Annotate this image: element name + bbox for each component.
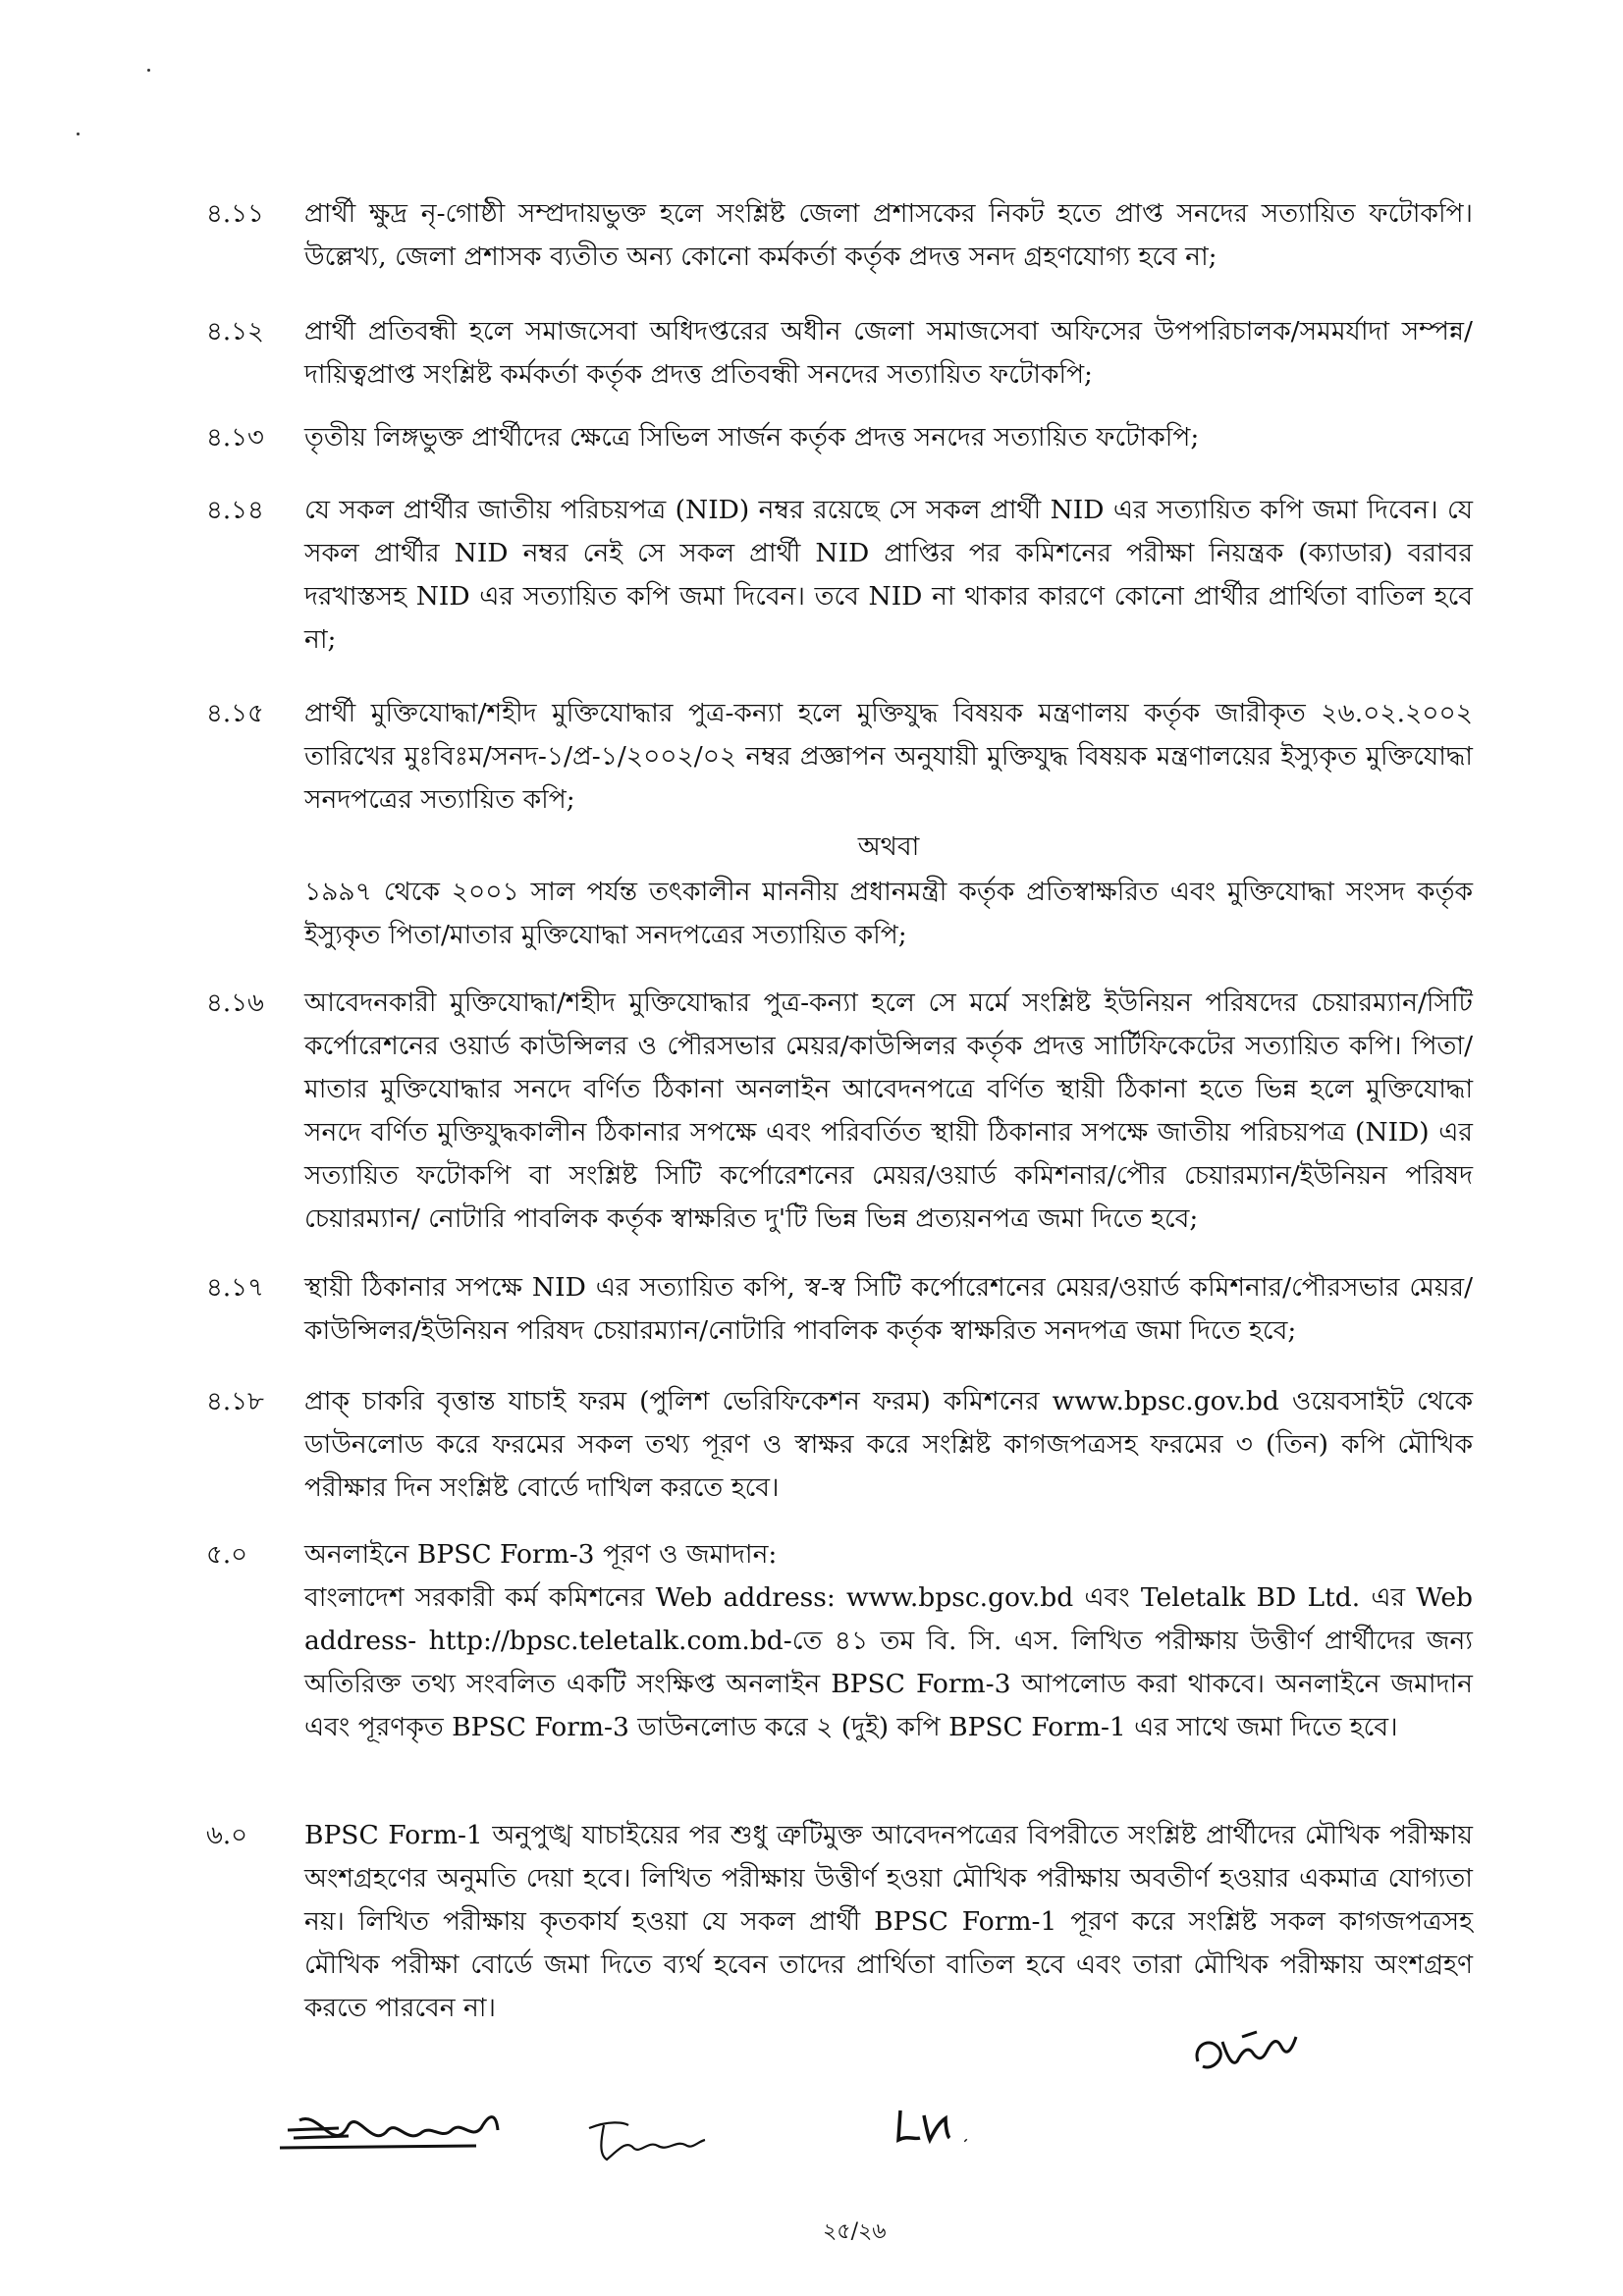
clause-text: প্রাক্ চাকরি বৃত্তান্ত যাচাই ফরম (পুলিশ ভেরিফিকেশন ফরম) কমিশনের www.bpsc.gov.bd ওয়েবসাইট থেকে ডাউনলোড করে ফরমের সকল তথ্য পূরণ ও স্বাক্ষর করে সংশ্লিষ্ট কাগজপত্রসহ ফরমের ৩ (তিন) কপি মৌখিক পরীক্ষার দিন সংশ্লিষ্ট বোর্ডে দাখিল করতে হবে। xyxy=(304,1386,1473,1503)
clause-text: আবেদনকারী মুক্তিযোদ্ধা/শহীদ মুক্তিযোদ্ধার পুত্র-কন্যা হলে সে মর্মে সংশ্লিষ্ট ইউনিয়ন পরিষদের চেয়ারম্যান/সিটি কর্পোরেশনের ওয়ার্ড কাউন্সিলর ও পৌরসভার মেয়র/কাউন্সিলর কর্তৃক প্রদত্ত সার্টিফিকেটের সত্যায়িত কপি। পিতা/মাতার মুক্তিযোদ্ধার সনদে বর্ণিত ঠিকানা অনলাইন আবেদনপত্রে বর্ণিত স্থায়ী ঠিকানা হতে ভিন্ন হলে মুক্তিযোদ্ধা সনদে বর্ণিত মুক্তিযুদ্ধকালীন ঠিকানার সপক্ষে এবং পরিবর্তিত স্থায়ী ঠিকানার সপক্ষে জাতীয় পরিচয়পত্র (NID) এর সত্যায়িত ফটোকপি বা সংশ্লিষ্ট সিটি কর্পোরেশনের মেয়র/ওয়ার্ড কমিশনার/পৌর চেয়ারম্যান/ইউনিয়ন পরিষদ চেয়ারম্যান/ নোটারি পাবলিক কর্তৃক স্বাক্ষরিত দু'টি ভিন্ন ভিন্ন প্রত্যয়নপত্র জমা দিতে হবে; xyxy=(304,988,1473,1234)
clause-text: প্রার্থী ক্ষুদ্র নৃ-গোষ্ঠী সম্প্রদায়ভুক্ত হলে সংশ্লিষ্ট জেলা প্রশাসকের নিকট হতে প্রাপ্ত সনদের সত্যায়িত ফটোকপি। উল্লেখ্য, জেলা প্রশাসক ব্যতীত অন্য কোনো কর্মকর্তা কর্তৃক প্রদত্ত সনদ গ্রহণযোগ্য হবে না; xyxy=(304,198,1473,272)
clause-number: ৪.১৮ xyxy=(206,1387,264,1416)
clause-text: প্রার্থী মুক্তিযোদ্ধা/শহীদ মুক্তিযোদ্ধার পুত্র-কন্যা হলে মুক্তিযুদ্ধ বিষয়ক মন্ত্রণালয় কর্তৃক জারীকৃত ২৬.০২.২০০২ তারিখের মুঃবিঃম/সনদ-১/প্র-১/২০০২/০২ নম্বর প্রজ্ঞাপন অনুযায়ী মুক্তিযুদ্ধ বিষয়ক মন্ত্রণালয়ের ইস্যুকৃত মুক্তিযোদ্ধা সনদপত্রের সত্যায়িত কপি; xyxy=(304,698,1473,815)
clause-number: ৪.১২ xyxy=(206,317,264,347)
or-separator: অথবা xyxy=(857,831,920,862)
signature-ahammed xyxy=(280,2101,515,2160)
signature-lm xyxy=(889,2101,977,2160)
clause-number: ৬.০ xyxy=(206,1821,248,1850)
clause-text: তৃতীয় লিঙ্গভুক্ত প্রার্থীদের ক্ষেত্রে সিভিল সার্জন কর্তৃক প্রদত্ত সনদের সত্যায়িত ফটোকপি; xyxy=(304,422,1200,453)
scan-speck xyxy=(147,69,150,72)
signature-initials xyxy=(1183,2022,1311,2091)
clause-text: স্থায়ী ঠিকানার সপক্ষে NID এর সত্যায়িত কপি, স্ব-স্ব সিটি কর্পোরেশনের মেয়র/ওয়ার্ড কমিশনার/পৌরসভার মেয়র/ কাউন্সিলর/ইউনিয়ন পরিষদ চেয়ারম্যান/নোটারি পাবলিক কর্তৃক স্বাক্ষরিত সনদপত্র জমা দিতে হবে; xyxy=(304,1272,1473,1346)
clause-number: ৫.০ xyxy=(206,1540,248,1570)
clause-number: ৪.১৭ xyxy=(206,1273,264,1303)
clause-text: বাংলাদেশ সরকারী কর্ম কমিশনের Web address: www.bpsc.gov.bd এবং Teletalk BD Ltd. এর Web address- http://bpsc.teletalk.com.bd-তে ৪১ তম বি. সি. এস. লিখিত পরীক্ষায় উত্তীর্ণ প্রার্থীদের জন্য অতিরিক্ত তথ্য সংবলিত একটি সংক্ষিপ্ত অনলাইন BPSC Form-3 আপলোড করা থাকবে। অনলাইনে জমাদান এবং পূরণকৃত BPSC Form-3 ডাউনলোড করে ২ (দুই) কপি BPSC Form-1 এর সাথে জমা দিতে হবে। xyxy=(304,1582,1473,1742)
page-number: ২৫/২৬ xyxy=(823,2219,887,2244)
clause-number: ৪.১৩ xyxy=(206,423,264,453)
clause-text-alternative: ১৯৯৭ থেকে ২০০১ সাল পর্যন্ত তৎকালীন মাননীয় প্রধানমন্ত্রী কর্তৃক প্রতিস্বাক্ষরিত এবং মুক্তিযোদ্ধা সংসদ কর্তৃক ইস্যুকৃত পিতা/মাতার মুক্তিযোদ্ধা সনদপত্রের সত্যায়িত কপি; xyxy=(304,877,1473,950)
clause-text: BPSC Form-1 অনুপুঙ্খ যাচাইয়ের পর শুধু ত্রুটিমুক্ত আবেদনপত্রের বিপরীতে সংশ্লিষ্ট প্রার্থীদের মৌখিক পরীক্ষায় অংশগ্রহণের অনুমতি দেয়া হবে। লিখিত পরীক্ষায় উত্তীর্ণ হওয়া মৌখিক পরীক্ষায় অবতীর্ণ হওয়ার একমাত্র যোগ্যতা নয়। লিখিত পরীক্ষায় কৃতকার্য হওয়া যে সকল প্রার্থী BPSC Form-1 পূরণ করে সংশ্লিষ্ট সকল কাগজপত্রসহ মৌখিক পরীক্ষা বোর্ডে জমা দিতে ব্যর্থ হবেন তাদের প্রার্থিতা বাতিল হবে এবং তারা মৌখিক পরীক্ষায় অংশগ্রহণ করতে পারবেন না। xyxy=(304,1820,1473,2023)
signature-tharni xyxy=(579,2110,727,2169)
clause-text: প্রার্থী প্রতিবন্ধী হলে সমাজসেবা অধিদপ্তরের অধীন জেলা সমাজসেবা অফিসের উপপরিচালক/সমমর্যাদা সম্পন্ন/দায়িত্বপ্রাপ্ত সংশ্লিষ্ট কর্মকর্তা কর্তৃক প্রদত্ত প্রতিবন্ধী সনদের সত্যায়িত ফটোকপি; xyxy=(304,316,1473,390)
section-heading: অনলাইনে BPSC Form-3 পূরণ ও জমাদান: xyxy=(304,1539,778,1570)
clause-number: ৪.১৫ xyxy=(206,699,264,728)
clause-text: যে সকল প্রার্থীর জাতীয় পরিচয়পত্র (NID) নম্বর রয়েছে সে সকল প্রার্থী NID এর সত্যায়িত কপি জমা দিবেন। যে সকল প্রার্থীর NID নম্বর নেই সে সকল প্রার্থী NID প্রাপ্তির পর কমিশনের পরীক্ষা নিয়ন্ত্রক (ক্যাডার) বরাবর দরখাস্তসহ NID এর সত্যায়িত কপি জমা দিবেন। তবে NID না থাকার কারণে কোনো প্রার্থীর প্রার্থিতা বাতিল হবে না; xyxy=(304,495,1473,655)
clause-number: ৪.১৪ xyxy=(206,496,264,525)
clause-number: ৪.১১ xyxy=(206,199,264,229)
scan-speck xyxy=(77,133,80,135)
clause-number: ৪.১৬ xyxy=(206,988,264,1018)
